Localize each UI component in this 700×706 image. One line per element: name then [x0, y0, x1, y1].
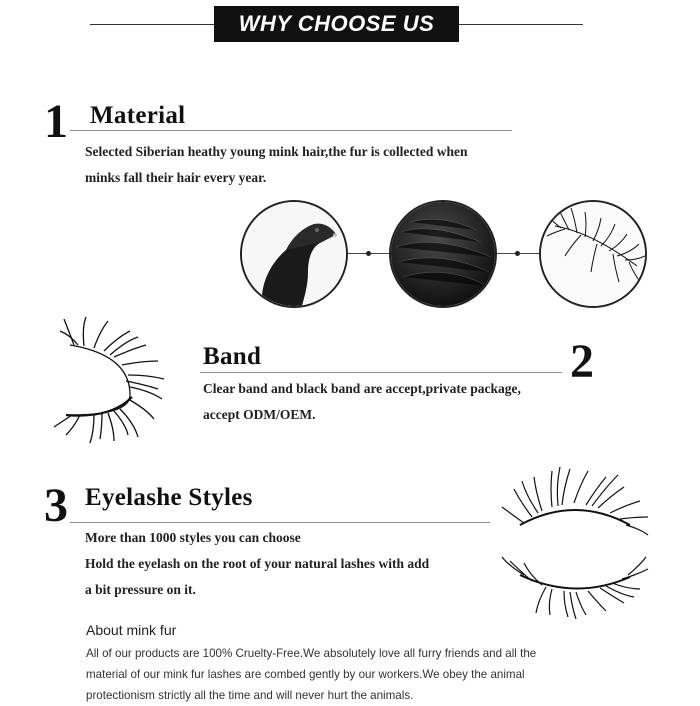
section-desc-1 [85, 139, 468, 191]
section-number-3: 3 [44, 479, 68, 532]
section-desc-2 [203, 376, 521, 428]
connector-dot [366, 251, 371, 256]
about-title: About mink fur [86, 622, 177, 638]
section-rule-2 [200, 372, 562, 373]
desc-line: minks fall their hair every year. [85, 170, 267, 185]
desc-line: More than 1000 styles you can choose [85, 530, 301, 545]
section-rule-1 [70, 130, 512, 131]
about-body [86, 643, 686, 706]
styles-eyelash-photo [500, 465, 650, 620]
desc-line: Clear band and black band are accept,private package, [203, 381, 521, 396]
header-line-left [90, 24, 214, 25]
about-line: protectionism strictly all the time and will never hurt the animals. [86, 689, 414, 702]
section-number-1: 1 [44, 95, 68, 148]
section-title-material: Material [90, 102, 186, 129]
section-title-band: Band [203, 343, 262, 370]
about-line: material of our mink fur lashes are combed gently by our workers.We obey the animal [86, 668, 525, 681]
header-line-right [459, 24, 583, 25]
band-eyelash-photo [50, 315, 170, 445]
section-desc-3 [85, 525, 429, 603]
connector-dot [515, 251, 520, 256]
header-title: WHY CHOOSE US [238, 11, 435, 36]
desc-line: Hold the eyelash on the root of your natural lashes with add [85, 556, 430, 571]
eyelash-closeup-photo [539, 200, 647, 308]
section-number-2: 2 [570, 335, 594, 388]
section-header-badge [214, 6, 459, 42]
section-title-eyelashe-styles: Eyelashe Styles [85, 484, 253, 511]
desc-line: a bit pressure on it. [85, 582, 196, 597]
desc-line: accept ODM/OEM. [203, 407, 316, 422]
mink-photo [240, 200, 348, 308]
fur-closeup-photo [389, 200, 497, 308]
desc-line: Selected Siberian heathy young mink hair,the fur is collected when [85, 144, 468, 159]
about-line: All of our products are 100% Cruelty-Free.We absolutely love all furry friends and all the [86, 647, 537, 660]
section-rule-3 [70, 522, 490, 523]
